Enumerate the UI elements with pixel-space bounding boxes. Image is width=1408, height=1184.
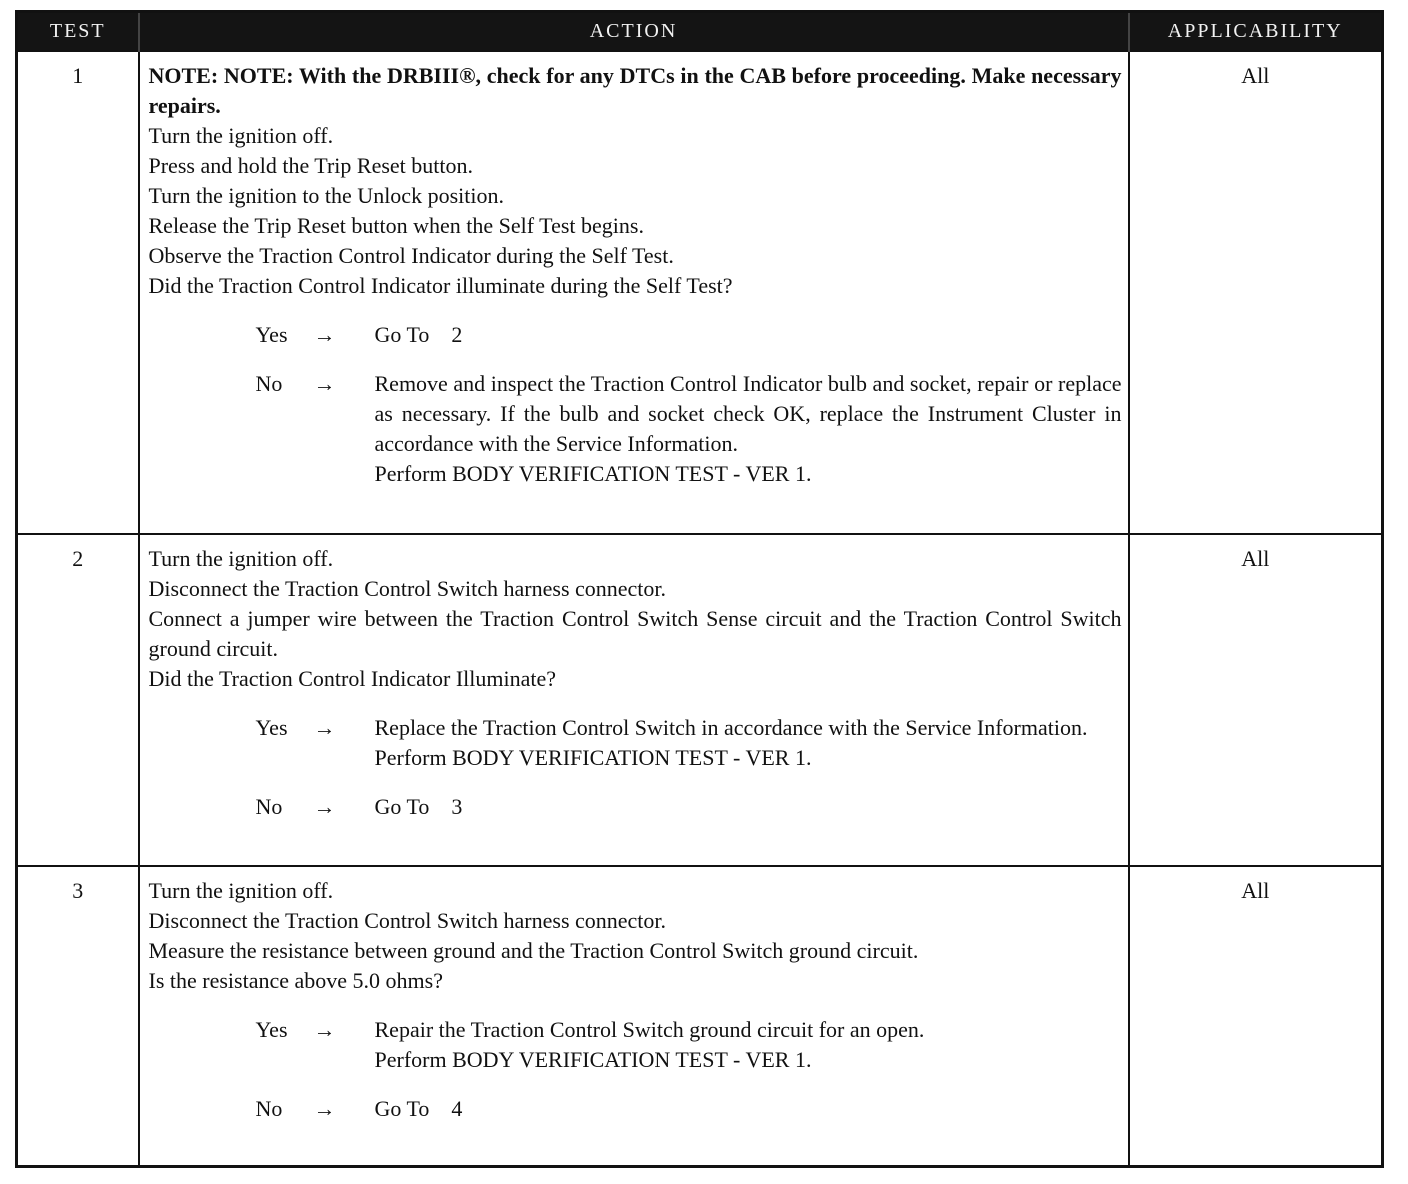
arrow-icon: →	[313, 715, 336, 740]
goto-number: 4	[451, 1096, 463, 1121]
action-cell	[139, 51, 1129, 534]
header-applicability: APPLICABILITY	[1129, 12, 1383, 52]
goto-text: Go To	[374, 1096, 430, 1121]
yes-branch	[149, 320, 1122, 350]
goto-number: 2	[451, 322, 463, 347]
no-label: No	[255, 794, 283, 819]
step: Turn the ignition off.	[148, 546, 334, 571]
arrow-icon: →	[313, 322, 336, 347]
action-cell	[139, 534, 1129, 866]
applicability-value: All	[1129, 534, 1383, 866]
goto-text: Go To	[374, 794, 430, 819]
yes-branch	[149, 713, 1122, 773]
applicability-value: All	[1129, 51, 1383, 534]
test-number: 1	[17, 51, 139, 534]
question: Did the Traction Control Indicator Illuminate?	[148, 666, 557, 691]
note-text: NOTE: NOTE: With the DRBIII®, check for any DTCs in the CAB before proceeding. Make necessary repairs.	[148, 63, 1122, 118]
no-branch	[149, 369, 1122, 489]
arrow-icon: →	[313, 1096, 336, 1121]
header-row	[17, 12, 1383, 52]
no-label: No	[255, 371, 283, 396]
step: Turn the ignition off.	[148, 878, 334, 903]
yes-branch	[149, 1015, 1122, 1075]
yes-action-text: Replace the Traction Control Switch in accordance with the Service Information.	[374, 715, 1088, 740]
no-branch	[149, 792, 1122, 822]
no-action-text: Remove and inspect the Traction Control Indicator bulb and socket, repair or replace as necessary. If the bulb and socket check OK, replace the Instrument Cluster in accordance with the Service Information.	[374, 371, 1122, 456]
header-test: TEST	[17, 12, 139, 52]
yes-label: Yes	[255, 322, 288, 347]
test-number: 3	[17, 866, 139, 1166]
step: Connect a jumper wire between the Traction Control Switch Sense circuit and the Traction Control Switch ground circuit.	[148, 606, 1122, 661]
verification-text: Perform BODY VERIFICATION TEST - VER 1.	[374, 1047, 812, 1072]
diagnostic-test-table	[15, 10, 1384, 1168]
step: Measure the resistance between ground and the Traction Control Switch ground circuit.	[148, 938, 919, 963]
arrow-icon: →	[313, 794, 336, 819]
header-action: ACTION	[139, 12, 1129, 52]
no-branch	[149, 1094, 1122, 1124]
verification-text: Perform BODY VERIFICATION TEST - VER 1.	[374, 745, 812, 770]
arrow-icon: →	[313, 1017, 336, 1042]
applicability-value: All	[1129, 866, 1383, 1166]
step: Disconnect the Traction Control Switch harness connector.	[148, 576, 667, 601]
test-row-2	[17, 534, 1383, 866]
step: Press and hold the Trip Reset button.	[148, 153, 474, 178]
arrow-icon: →	[313, 371, 336, 396]
step: Turn the ignition to the Unlock position.	[148, 183, 504, 208]
step: Disconnect the Traction Control Switch harness connector.	[148, 908, 667, 933]
step: Observe the Traction Control Indicator during the Self Test.	[148, 243, 674, 268]
action-cell	[139, 866, 1129, 1166]
yes-label: Yes	[255, 1017, 288, 1042]
question: Did the Traction Control Indicator illuminate during the Self Test?	[148, 273, 733, 298]
verification-text: Perform BODY VERIFICATION TEST - VER 1.	[374, 461, 812, 486]
test-row-1	[17, 51, 1383, 534]
test-number: 2	[17, 534, 139, 866]
yes-action-text: Repair the Traction Control Switch ground circuit for an open.	[374, 1017, 925, 1042]
no-label: No	[255, 1096, 283, 1121]
step: Release the Trip Reset button when the Self Test begins.	[148, 213, 644, 238]
goto-text: Go To	[374, 322, 430, 347]
step: Turn the ignition off.	[148, 123, 334, 148]
test-row-3	[17, 866, 1383, 1166]
question: Is the resistance above 5.0 ohms?	[148, 968, 443, 993]
yes-label: Yes	[255, 715, 288, 740]
goto-number: 3	[451, 794, 463, 819]
